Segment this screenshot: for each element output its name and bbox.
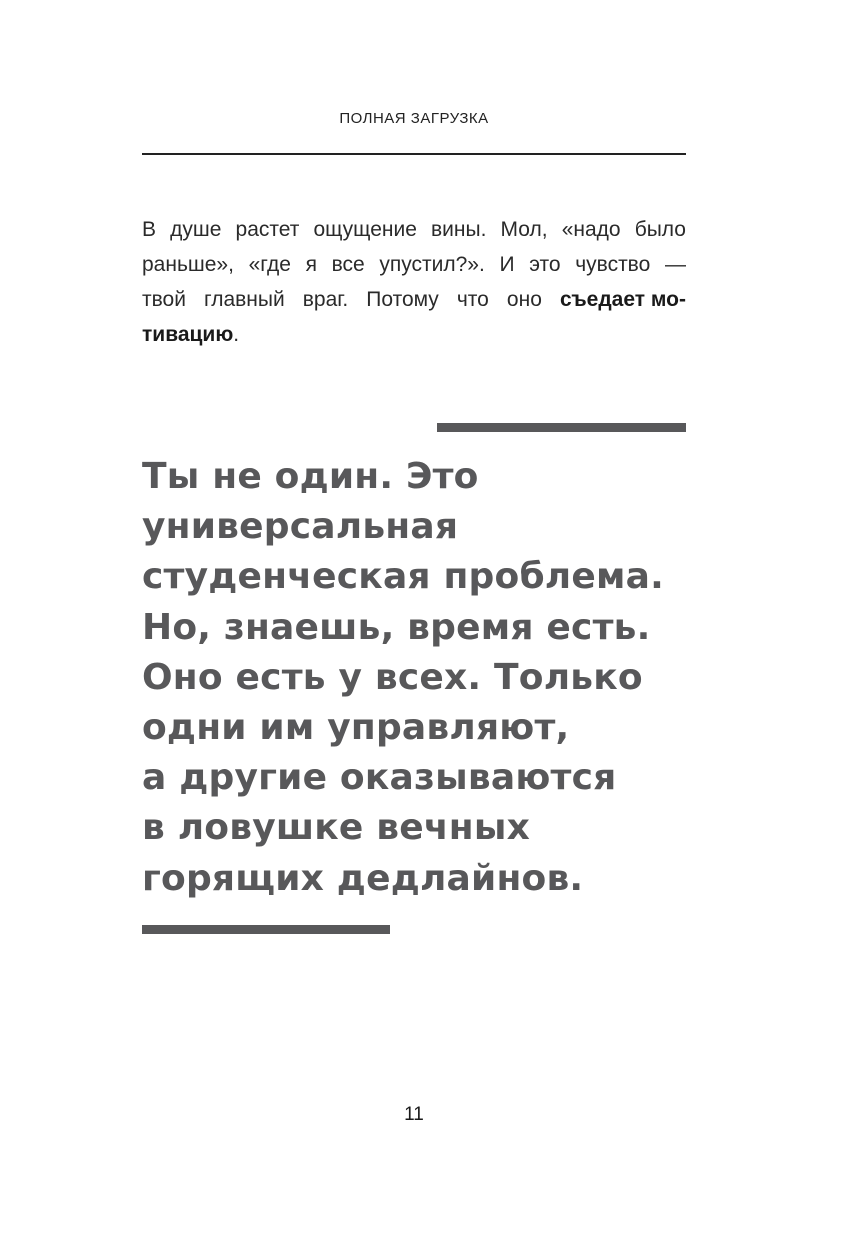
word: упустил?». <box>379 253 485 276</box>
pull-quote-line: в ловушке вечных <box>142 807 531 849</box>
word: раньше», <box>142 253 234 276</box>
word: В <box>142 218 157 241</box>
pull-quote-top-bar <box>437 423 686 432</box>
body-line-3 <box>142 282 686 317</box>
pull-quote <box>142 452 702 904</box>
body-paragraph <box>142 212 686 352</box>
word: И <box>499 253 515 276</box>
body-line-1 <box>142 212 686 247</box>
word: — <box>664 253 686 276</box>
word: враг. <box>302 288 349 311</box>
pull-quote-bottom-bar <box>142 925 390 934</box>
word: твой <box>142 288 186 311</box>
word: Мол, <box>500 218 548 241</box>
word: Потому <box>366 288 439 311</box>
emphasis-text: съедает мо- <box>559 288 686 311</box>
page-number: 11 <box>404 1104 424 1125</box>
pull-quote-line: Но, знаешь, время есть. <box>142 606 651 648</box>
header-divider <box>142 153 686 155</box>
word: чувство <box>575 253 651 276</box>
pull-quote-line: Оно есть у всех. Только <box>142 656 643 698</box>
word: оно <box>506 288 542 311</box>
pull-quote-line: горящих дедлайнов. <box>142 857 584 899</box>
body-line-4 <box>142 317 686 352</box>
running-head: ПОЛНАЯ ЗАГРУЗКА <box>339 110 489 127</box>
emphasis-text: тивацию <box>142 323 234 346</box>
word: было <box>634 218 686 241</box>
pull-quote-line: студенческая проблема. <box>142 556 664 598</box>
pull-quote-line: Ты не один. Это <box>142 456 479 497</box>
word: я <box>305 253 317 276</box>
word: это <box>529 253 561 276</box>
pull-quote-line: а другие оказываются <box>142 757 617 799</box>
pull-quote-line: одни им управляют, <box>142 707 570 749</box>
word: «надо <box>561 218 621 241</box>
word: вины. <box>431 218 487 241</box>
word: «где <box>248 253 291 276</box>
word: главный <box>204 288 285 311</box>
body-line-2 <box>142 247 686 282</box>
pull-quote-line: универсальная <box>142 506 459 548</box>
word: ощущение <box>313 218 417 241</box>
word: что <box>456 288 489 311</box>
word: все <box>331 253 365 276</box>
word: душе <box>170 218 222 241</box>
word: растет <box>235 218 300 241</box>
sentence-end: . <box>233 323 240 346</box>
